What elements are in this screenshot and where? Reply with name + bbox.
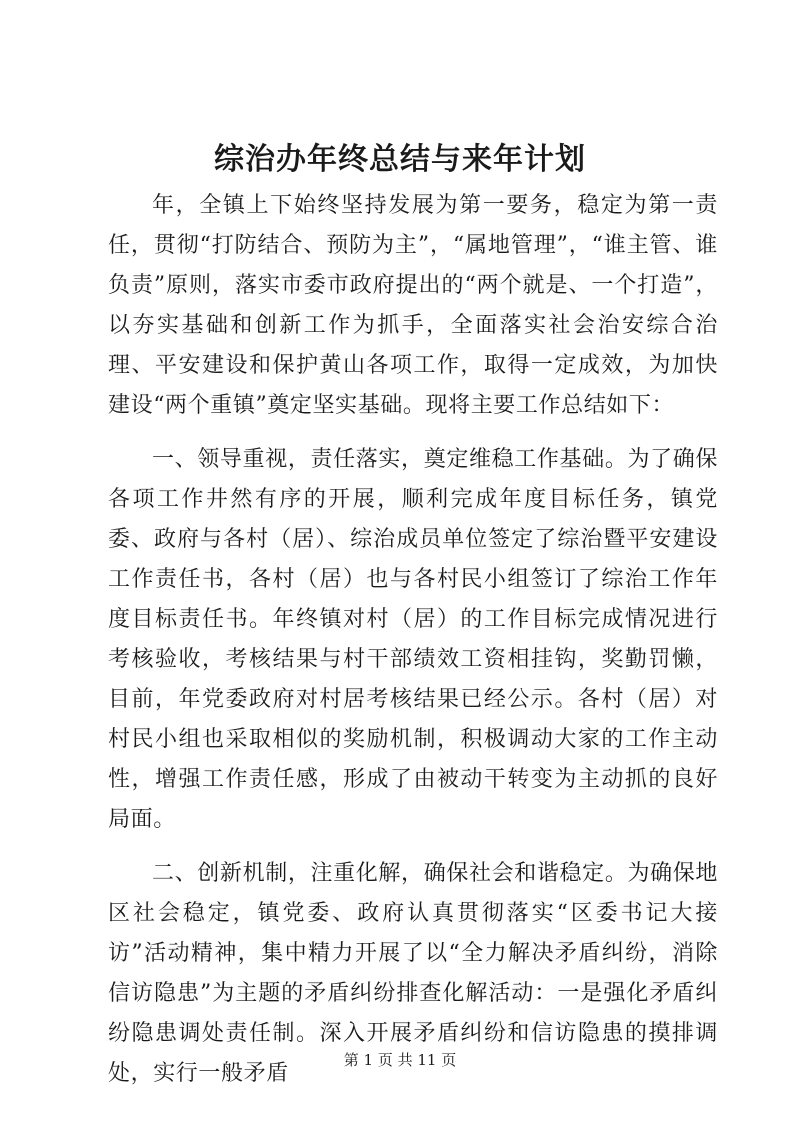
page-footer [0, 1050, 800, 1070]
document-body [108, 186, 718, 1094]
paragraph-intro: 年，全镇上下始终坚持发展为第一要务，稳定为第一责任，贯彻“打防结合、预防为主”，“属地管理”，“谁主管、谁负责”原则，落实市委市政府提出的“两个就是、一个打造”，以夯实基础和创新工作为抓手，全面落实社会治安综合治理、平安建设和保护黄山各项工作，取得一定成效，为加快建设“两个重镇”奠定坚实基础。现将主要工作总结如下： [108, 193, 718, 418]
paragraph-section-two: 二、创新机制，注重化解，确保社会和谐稳定。为确保地区社会稳定，镇党委、政府认真贯彻落实“区委书记大接访”活动精神，集中精力开展了以“全力解决矛盾纠纷，消除信访隐患”为主题的矛盾纠纷排查化解活动：一是强化矛盾纠纷隐患调处责任制。深入开展矛盾纠纷和信访隐患的摸排调处，实行一般矛盾 [108, 861, 718, 1086]
page-number-label: 第 1 页 共 11 页 [343, 1051, 457, 1069]
paragraph-section-one: 一、领导重视，责任落实，奠定维稳工作基础。为了确保各项工作井然有序的开展，顺利完成年度目标任务，镇党委、政府与各村（居）、综治成员单位签定了综治暨平安建设工作责任书，各村（居）也与各村民小组签订了综治工作年度目标责任书。年终镇对村（居）的工作目标完成情况进行考核验收，考核结果与村干部绩效工资相挂钩，奖勤罚懒，目前，年党委政府对村居考核结果已经公示。各村（居）对村民小组也采取相似的奖励机制，积极调动大家的工作主动性，增强工作责任感，形成了由被动干转变为主动抓的良好局面。 [108, 447, 718, 832]
document-title: 综治办年终总结与来年计划 [214, 142, 586, 177]
